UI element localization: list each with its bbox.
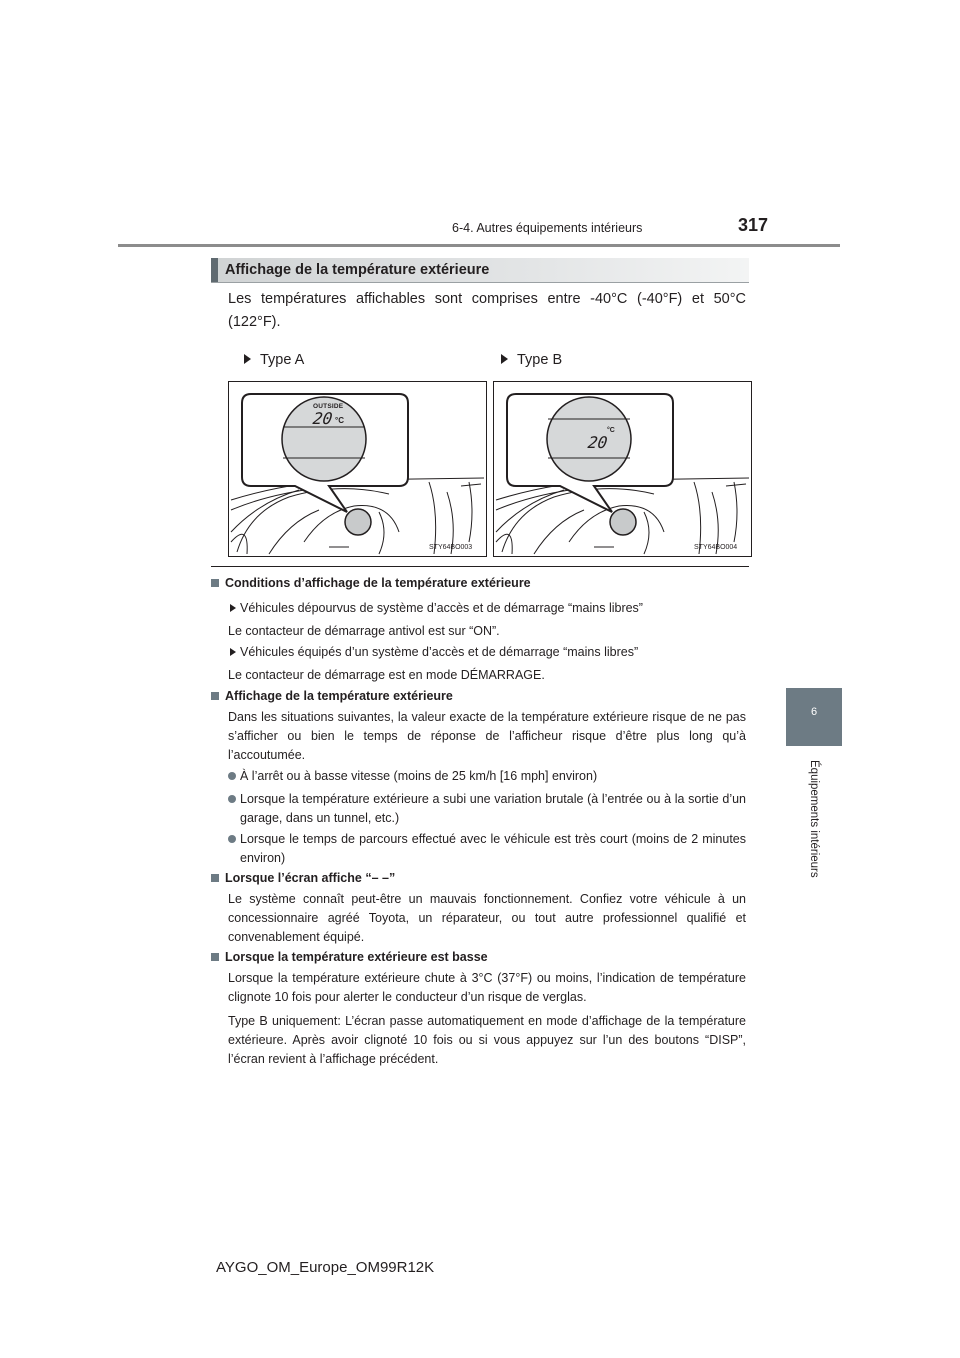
low-temp-paragraph-1: Lorsque la température extérieure chute à 3°C (37°F) ou moins, l’indication de température clignote 10 fois pour alerter le conducteur d’un risque de verglas. — [228, 971, 746, 1004]
round-bullet-icon — [228, 835, 236, 843]
chapter-tab — [786, 688, 842, 746]
low-temp-heading: Lorsque la température extérieure est basse — [211, 950, 488, 964]
chapter-title: 6-4. Autres équipements intérieurs — [452, 221, 643, 235]
celsius-unit-a: °C — [335, 416, 344, 425]
condition-text-1: Le contacteur de démarrage antivol est sur “ON”. — [228, 624, 500, 638]
triangle-icon — [244, 354, 251, 364]
display-heading: Affichage de la température extérieure — [211, 689, 453, 703]
celsius-unit-b: °C — [607, 427, 615, 434]
section-heading-title: Affichage de la température extérieure — [225, 262, 490, 278]
chapter-tab-number: 6 — [810, 706, 818, 718]
triangle-icon — [230, 648, 236, 656]
triangle-icon — [501, 354, 508, 364]
section-heading — [211, 258, 749, 282]
dash-paragraph: Le système connaît peut-être un mauvais fonctionnement. Confiez votre véhicule à un concessionnaire agréé Toyota, un réparateur, ou tout autre professionnel qualifié et convenablement équipé. — [228, 892, 746, 944]
square-bullet-icon — [211, 692, 219, 700]
header-divider — [118, 244, 840, 247]
type-a-label: Type A — [244, 352, 304, 368]
temperature-display-b: 20 — [586, 433, 609, 452]
square-bullet-icon — [211, 953, 219, 961]
figure-type-a — [228, 381, 487, 557]
page-number: 317 — [738, 215, 769, 235]
figure-code-b: STY64BO004 — [694, 544, 738, 551]
document-id: AYGO_OM_Europe_OM99R12K — [216, 1259, 435, 1276]
intro-paragraph: Les températures affichables sont comprises entre -40°C (-40°F) et 50°C (122°F). — [228, 291, 746, 330]
conditions-heading: Conditions d’affichage de la température extérieure — [211, 576, 531, 590]
temperature-display-a: 20 — [311, 409, 334, 428]
outside-indicator: OUTSIDE — [313, 403, 344, 410]
dash-heading: Lorsque l’écran affiche “– –” — [211, 871, 395, 885]
display-paragraph: Dans les situations suivantes, la valeur exacte de la température extérieure risque de ne pas s’afficher ou bien le temps de réponse de l’afficheur risque d’être plus long qu’à l’accoutumée. — [228, 710, 746, 762]
dashboard-illustration-a — [229, 382, 486, 556]
figure-type-b — [493, 381, 752, 557]
round-bullet-icon — [228, 795, 236, 803]
type-b-label: Type B — [501, 352, 562, 368]
triangle-icon — [230, 604, 236, 612]
content-divider — [211, 566, 749, 567]
chapter-tab-label: Équipements intérieurs — [808, 760, 820, 878]
section-heading-bar — [211, 258, 218, 282]
figure-code-a: STY64BO003 — [429, 544, 473, 551]
condition-text-2: Le contacteur de démarrage est en mode DÉMARRAGE. — [228, 668, 545, 682]
low-temp-paragraph-2: Type B uniquement: L’écran passe automatiquement en mode d’affichage de la température extérieure. Après avoir clignoté 10 fois ou si vous appuyez sur l’un des boutons “DISP”, l’écran revient à l’affichage précédent. — [228, 1014, 746, 1066]
square-bullet-icon — [211, 874, 219, 882]
dashboard-illustration-b — [494, 382, 751, 556]
round-bullet-icon — [228, 772, 236, 780]
square-bullet-icon — [211, 579, 219, 587]
